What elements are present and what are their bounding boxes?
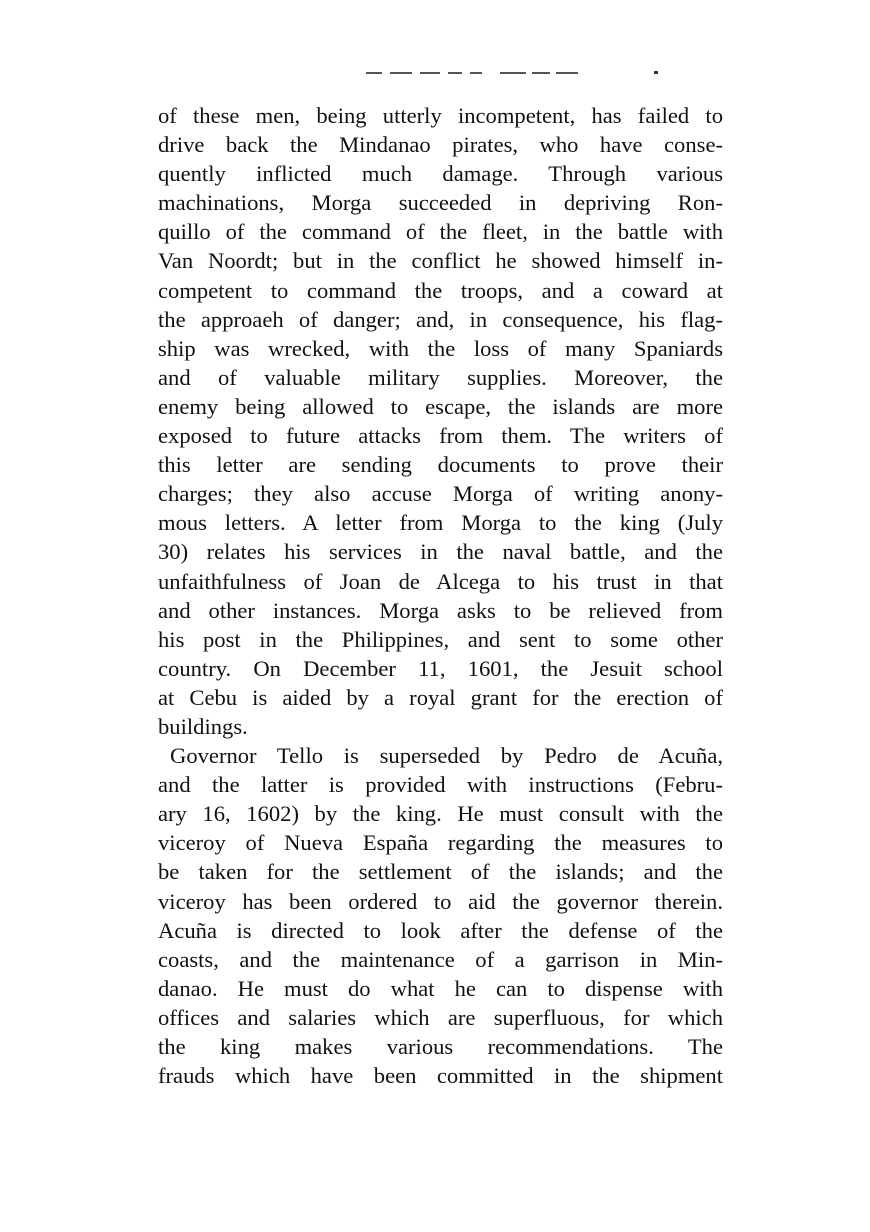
text-line: viceroy has been ordered to aid the governor therein. (158, 888, 723, 914)
text-line: mous letters. A letter from Morga to the king (July (158, 510, 723, 536)
text-line: and the latter is provided with instructions (Febru- (158, 772, 723, 798)
running-head-faded (360, 66, 670, 80)
text-line: Governor Tello is superseded by Pedro de Acuña, (170, 743, 723, 769)
text-line: at Cebu is aided by a royal grant for the erection of (158, 684, 723, 710)
text-line: buildings. (158, 713, 248, 739)
text-line: ship was wrecked, with the loss of many Spaniards (158, 335, 723, 361)
text-line: coasts, and the maintenance of a garrison in Min- (158, 946, 723, 972)
text-line: enemy being allowed to escape, the islands are more (158, 393, 723, 419)
text-line: offices and salaries which are superfluous, for which (158, 1004, 723, 1030)
text-line: ary 16, 1602) by the king. He must consult with the (158, 801, 723, 827)
text-line: and other instances. Morga asks to be relieved from (158, 597, 723, 623)
text-line: exposed to future attacks from them. The writers of (158, 423, 723, 449)
text-line: the king makes various recommendations. The (158, 1034, 723, 1059)
text-line: frauds which have been committed in the shipment (158, 1063, 723, 1089)
text-line: Acuña is directed to look after the defense of the (158, 917, 723, 943)
text-line: machinations, Morga succeeded in depriving Ron- (158, 190, 723, 216)
text-line: his post in the Philippines, and sent to some other (158, 626, 723, 652)
text-line: 30) relates his services in the naval battle, and the (158, 539, 723, 565)
text-line: viceroy of Nueva España regarding the measures to (158, 830, 723, 856)
text-line: danao. He must do what he can to dispense with (158, 975, 723, 1001)
text-line: of these men, being utterly incompetent, has failed to (158, 103, 723, 128)
text-line: and of valuable military supplies. Moreover, the (158, 364, 723, 390)
text-line: the approaeh of danger; and, in consequence, his flag- (158, 306, 723, 332)
body-text (158, 101, 723, 1090)
text-line: quillo of the command of the fleet, in the battle with (158, 219, 723, 245)
text-line: be taken for the settlement of the islands; and the (158, 859, 723, 885)
text-line: country. On December 11, 1601, the Jesuit school (158, 655, 723, 681)
text-line: charges; they also accuse Morga of writing anony- (158, 481, 723, 507)
paragraph (158, 101, 723, 741)
text-line: unfaithfulness of Joan de Alcega to his trust in that (158, 568, 723, 594)
text-line: competent to command the troops, and a coward at (158, 277, 723, 303)
text-line: this letter are sending documents to prove their (158, 452, 723, 478)
text-line: drive back the Mindanao pirates, who have conse- (158, 132, 723, 158)
text-line: Van Noordt; but in the conflict he showed himself in- (158, 248, 723, 274)
text-line: quently inflicted much damage. Through various (158, 161, 723, 187)
paragraph (158, 741, 723, 1090)
